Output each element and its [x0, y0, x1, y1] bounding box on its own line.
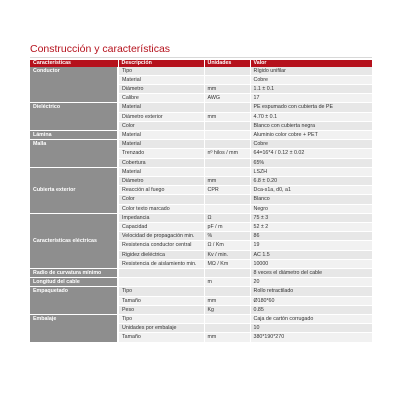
units-cell: % — [204, 232, 250, 241]
description-cell: Material — [118, 103, 204, 112]
value-cell: 65% — [250, 158, 372, 167]
section-title: Construcción y características — [30, 41, 372, 58]
category-cell: Malla — [30, 140, 118, 168]
value-cell: 380*190*270 — [250, 333, 372, 342]
value-cell: 1.1 ± 0.1 — [250, 84, 372, 93]
description-cell: Material — [118, 75, 204, 84]
units-cell: m — [204, 278, 250, 287]
units-cell: AWG — [204, 94, 250, 103]
value-cell: Blanco con cubierta negra — [250, 121, 372, 130]
description-cell — [118, 268, 204, 277]
units-cell: mm — [204, 296, 250, 305]
header-unidades: Unidades — [204, 60, 250, 67]
units-cell — [204, 268, 250, 277]
category-cell: Empaquetado — [30, 287, 118, 315]
value-cell: Aluminio color cobre + PET — [250, 130, 372, 139]
units-cell: Kv / min. — [204, 250, 250, 259]
units-cell: mm — [204, 333, 250, 342]
category-cell: Conductor — [30, 67, 118, 103]
table-row — [30, 287, 372, 296]
value-cell: Dca-s1a, d0, a1 — [250, 186, 372, 195]
value-cell: 10 — [250, 324, 372, 333]
category-cell: Radio de curvatura mínimo — [30, 268, 118, 277]
table-row — [30, 130, 372, 139]
value-cell: 10000 — [250, 259, 372, 268]
value-cell: 6.8 ± 0.20 — [250, 176, 372, 185]
description-cell: Calibre — [118, 94, 204, 103]
units-cell: Ω — [204, 213, 250, 222]
table-row — [30, 213, 372, 222]
category-cell: Dieléctrico — [30, 103, 118, 131]
value-cell: 64=16*4 / 0.12 ± 0.02 — [250, 149, 372, 158]
value-cell: 17 — [250, 94, 372, 103]
table-row — [30, 140, 372, 149]
description-cell: Diámetro exterior — [118, 112, 204, 121]
units-cell — [204, 103, 250, 112]
units-cell: CPR — [204, 186, 250, 195]
value-cell: Caja de cartón corrugado — [250, 314, 372, 323]
table-row — [30, 103, 372, 112]
description-cell: Tipo — [118, 287, 204, 296]
description-cell: Tipo — [118, 314, 204, 323]
value-cell: 86 — [250, 232, 372, 241]
value-cell: Cobre — [250, 140, 372, 149]
units-cell — [204, 140, 250, 149]
value-cell: AC 1.5 — [250, 250, 372, 259]
category-cell: Lámina — [30, 130, 118, 139]
value-cell: Rígido unifilar — [250, 67, 372, 76]
header-descripcion: Descripción — [118, 60, 204, 67]
description-cell: Cobertura — [118, 158, 204, 167]
value-cell: Rollo retractilado — [250, 287, 372, 296]
description-cell: Tipo — [118, 67, 204, 76]
units-cell: Kg — [204, 305, 250, 314]
description-cell: Impedancia — [118, 213, 204, 222]
value-cell: 4.70 ± 0.1 — [250, 112, 372, 121]
units-cell: MΩ / Km — [204, 259, 250, 268]
description-cell: Material — [118, 167, 204, 176]
description-cell: Capacidad — [118, 222, 204, 231]
value-cell: 52 ± 2 — [250, 222, 372, 231]
value-cell: 8 veces el diámetro del cable — [250, 268, 372, 277]
units-cell: mm — [204, 84, 250, 93]
description-cell: Resistencia de aislamiento min. — [118, 259, 204, 268]
units-cell: pF / m — [204, 222, 250, 231]
description-cell: Velocidad de propagación min. — [118, 232, 204, 241]
value-cell: PE espumado con cubierta de PE — [250, 103, 372, 112]
description-cell: Tamaño — [118, 296, 204, 305]
category-cell: Longitud del cable — [30, 278, 118, 287]
units-cell: mm — [204, 176, 250, 185]
description-cell: Diámetro — [118, 176, 204, 185]
category-cell: Cubierta exterior — [30, 167, 118, 213]
category-cell: Embalaje — [30, 314, 118, 342]
description-cell: Rigidez dieléctrica — [118, 250, 204, 259]
description-cell: Material — [118, 130, 204, 139]
value-cell: Negro — [250, 204, 372, 213]
description-cell: Reacción al fuego — [118, 186, 204, 195]
units-cell — [204, 314, 250, 323]
spec-sheet — [30, 41, 372, 343]
value-cell: Cobre — [250, 75, 372, 84]
description-cell: Unidades por embalaje — [118, 324, 204, 333]
description-cell: Color — [118, 195, 204, 204]
value-cell: LSZH — [250, 167, 372, 176]
description-cell: Tamaño — [118, 333, 204, 342]
category-cell: Características eléctricas — [30, 213, 118, 268]
spec-table-body — [30, 67, 372, 343]
units-cell — [204, 158, 250, 167]
header-valor: Valor — [250, 60, 372, 67]
units-cell — [204, 287, 250, 296]
units-cell: nº hilos / mm — [204, 149, 250, 158]
description-cell: Material — [118, 140, 204, 149]
value-cell: 19 — [250, 241, 372, 250]
units-cell — [204, 195, 250, 204]
table-row — [30, 314, 372, 323]
description-cell — [118, 278, 204, 287]
table-row — [30, 268, 372, 277]
table-row — [30, 167, 372, 176]
value-cell: Ø180*60 — [250, 296, 372, 305]
units-cell — [204, 204, 250, 213]
units-cell: mm — [204, 112, 250, 121]
description-cell: Peso — [118, 305, 204, 314]
value-cell: 20 — [250, 278, 372, 287]
description-cell: Color — [118, 121, 204, 130]
units-cell — [204, 121, 250, 130]
table-row — [30, 278, 372, 287]
units-cell: Ω / Km — [204, 241, 250, 250]
units-cell — [204, 67, 250, 76]
units-cell — [204, 75, 250, 84]
units-cell — [204, 167, 250, 176]
header-caracteristicas: Características — [30, 60, 118, 67]
units-cell — [204, 130, 250, 139]
units-cell — [204, 324, 250, 333]
value-cell: 75 ± 3 — [250, 213, 372, 222]
value-cell: Blanco — [250, 195, 372, 204]
description-cell: Diámetro — [118, 84, 204, 93]
description-cell: Resistencia conductor central — [118, 241, 204, 250]
description-cell: Color texto marcado — [118, 204, 204, 213]
table-row — [30, 67, 372, 76]
value-cell: 0.85 — [250, 305, 372, 314]
description-cell: Trenzado — [118, 149, 204, 158]
spec-table — [30, 60, 372, 343]
